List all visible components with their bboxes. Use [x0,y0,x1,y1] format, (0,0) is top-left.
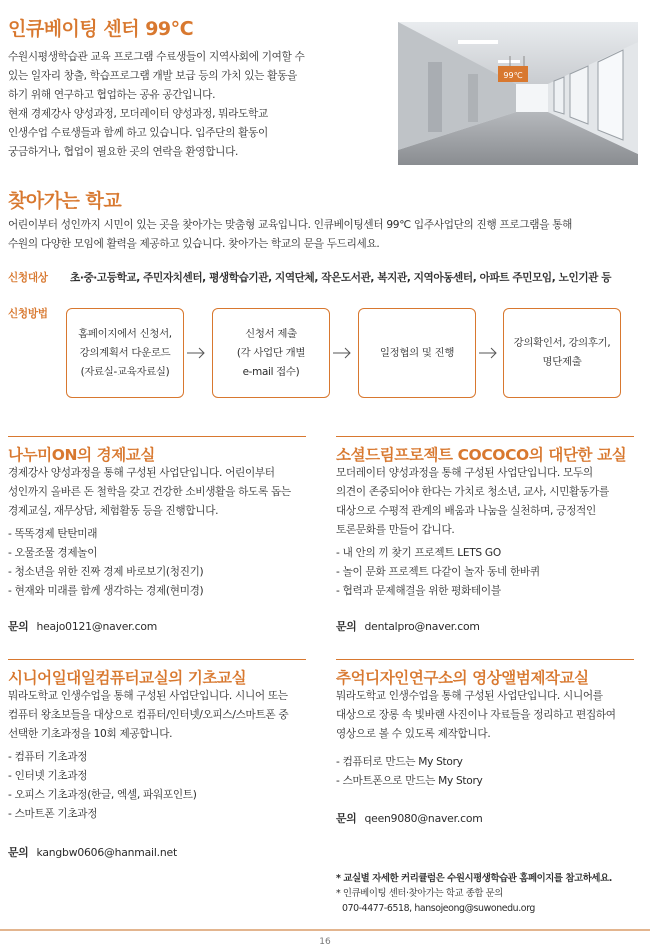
section-list [8,525,203,601]
list-item: - 인터넷 기초과정 [8,770,88,782]
incubating-title: 인큐베이팅 센터 99℃ [8,18,194,40]
section-line: 토론문화를 만들어 갑니다. [336,524,455,536]
section-list [336,753,483,791]
section-line: 경제강사 양성과정을 통해 구성된 사업단입니다. 어린이부터 [8,467,275,479]
list-item: - 스마트폰으로 만드는 My Story [336,775,483,787]
section-contact [8,845,177,860]
target-label: 신청대상 [8,272,48,284]
footer-divider [0,929,650,931]
visiting-line: 어린이부터 성인까지 시민이 있는 곳을 찾아가는 맞춤형 교육입니다. 인큐베이팅센터 99℃ 입주사업단의 진행 프로그램을 통해 [8,219,573,231]
incubating-line: 하기 위해 연구하고 협업하는 공유 공간입니다. [8,89,216,101]
section-divider [8,436,306,437]
contact-label: 문의 [8,620,29,633]
target-list: 초·중·고등학교, 주민자치센터, 평생학습기관, 지역단체, 작은도서관, 복지관, 지역아동센터, 아파트 주민모임, 노인기관 등 [70,272,612,284]
list-item: - 컴퓨터로 만드는 My Story [336,756,463,768]
incubating-description [8,48,388,162]
arrow-right-icon [186,347,206,359]
section-title: 추억디자인연구소의 영상앨범제작교실 [336,669,589,687]
list-item: - 스마트폰 기초과정 [8,808,98,820]
section-line: 모더레이터 양성과정을 통해 구성된 사업단입니다. 모두의 [336,467,593,479]
step-text: 강의확인서, 강의후기, [513,337,611,349]
arrow-right-icon [332,347,352,359]
sign-text: 99℃ [503,71,523,80]
step-box-2 [212,308,330,398]
section-list [8,748,197,824]
section-list [336,544,540,601]
section-description [8,687,288,744]
footnote-curriculum: * 교실별 자세한 커리큘럼은 수원시평생학습관 홈페이지를 참고하세요. [336,873,612,884]
footnote-inquiry: * 인큐베이팅 센터·찾아가는 학교 종합 문의 [336,888,503,899]
visiting-line: 수원의 다양한 모임에 활력을 제공하고 있습니다. 찾아가는 학교의 문을 두드리세요. [8,238,380,250]
section-divider [336,436,634,437]
step-text: 홈페이지에서 신청서, [78,327,172,340]
incubating-line: 수원시평생학습관 교육 프로그램 수료생들이 지역사회에 기여할 수 [8,51,305,63]
corridor-photo-illustration [398,22,638,165]
step-box-3 [358,308,476,398]
section-line: 뭐라도학교 인생수업을 통해 구성된 사업단입니다. 시니어 또는 [8,690,288,702]
section-line: 경제교실, 재무상담, 체험활동 등을 진행합니다. [8,505,219,517]
section-line: 대상으로 장롱 속 빛바랜 사진이나 자료들을 정리하고 편집하여 [336,709,616,721]
section-line: 성인까지 올바른 돈 철학을 갖고 건강한 소비생활을 하도록 돕는 [8,486,291,498]
footnote-contact: 070-4477-6518, hansojeong@suwonedu.org [342,903,535,914]
section-title: 소셜드림프로젝트 COCOCO의 대단한 교실 [336,446,627,464]
step-text: 일정협의 및 진행 [379,346,455,359]
list-item: - 똑똑경제 탄탄미래 [8,528,98,540]
section-divider [8,659,306,660]
contact-label: 문의 [336,620,357,633]
list-item: - 오피스 기초과정(한글, 엑셀, 파워포인트) [8,789,197,801]
section-line: 영상으로 볼 수 있도록 제작합니다. [336,728,491,740]
section-description [8,464,291,521]
section-contact [336,619,480,634]
section-line: 뭐라도학교 인생수업을 통해 구성된 사업단입니다. 시니어를 [336,690,603,702]
section-line: 대상으로 수평적 관계의 배움과 나눔을 실천하며, 긍정적인 [336,505,596,517]
section-title: 시니어일대일컴퓨터교실의 기초교실 [8,669,247,687]
section-line: 컴퓨터 왕초보들을 대상으로 컴퓨터/인터넷/오피스/스마트폰 중 [8,709,289,721]
method-label: 신청방법 [8,308,48,320]
contact-email: dentalpro@naver.com [364,620,480,633]
section-description [336,464,609,540]
section-line: 선택한 기초과정을 10회 제공합니다. [8,728,173,740]
list-item: - 컴퓨터 기초과정 [8,751,88,763]
incubating-line: 있는 일자리 창출, 학습프로그램 개발 보급 등의 가치 있는 활동을 [8,70,297,82]
contact-email: qeen9080@naver.com [364,812,483,825]
section-contact [8,619,157,634]
section-title: 나누미ON의 경제교실 [8,446,155,464]
corridor-photo [398,22,638,165]
section-contact [336,811,483,826]
contact-email: heajo0121@naver.com [36,620,158,633]
list-item: - 현재와 미래를 함께 생각하는 경제(현미경) [8,585,204,597]
incubating-line: 인생수업 수료생들과 함께 하고 있습니다. 입주단의 활동이 [8,127,268,139]
section-divider [336,659,634,660]
contact-email: kangbw0606@hanmail.net [36,846,177,859]
contact-label: 문의 [8,846,29,859]
arrow-right-icon [478,347,498,359]
list-item: - 놀이 문화 프로젝트 다같이 놀자 동네 한바퀴 [336,566,540,578]
step-text: e-mail 접수) [242,365,300,378]
list-item: - 내 안의 끼 찾기 프로젝트 LETS GO [336,547,501,559]
visiting-title: 찾아가는 학교 [8,190,122,212]
step-text: (각 사업단 개별 [236,346,306,359]
list-item: - 오물조물 경제놀이 [8,547,98,559]
footnotes [336,871,612,916]
visiting-description [8,216,572,254]
list-item: - 청소년을 위한 진짜 경제 바로보기(청진기) [8,566,204,578]
contact-label: 문의 [336,812,357,825]
incubating-line: 현재 경제강사 양성과정, 모더레이터 양성과정, 뭐라도학교 [8,108,268,120]
step-text: 명단제출 [542,356,582,368]
page-number: 16 [319,937,331,947]
step-box-4 [503,308,621,398]
step-text: 강의계획서 다운로드 [79,346,171,359]
incubating-line: 궁금하거나, 협업이 필요한 곳의 연락을 환영합니다. [8,146,239,158]
step-text: (자료실-교육자료실) [80,365,170,378]
section-description [336,687,616,744]
step-text: 신청서 제출 [245,327,297,340]
step-box-1 [66,308,184,398]
section-line: 의견이 존중되어야 한다는 가치로 청소년, 교사, 시민활동가를 [336,486,609,498]
list-item: - 협력과 문제해결을 위한 평화테이블 [336,585,501,597]
